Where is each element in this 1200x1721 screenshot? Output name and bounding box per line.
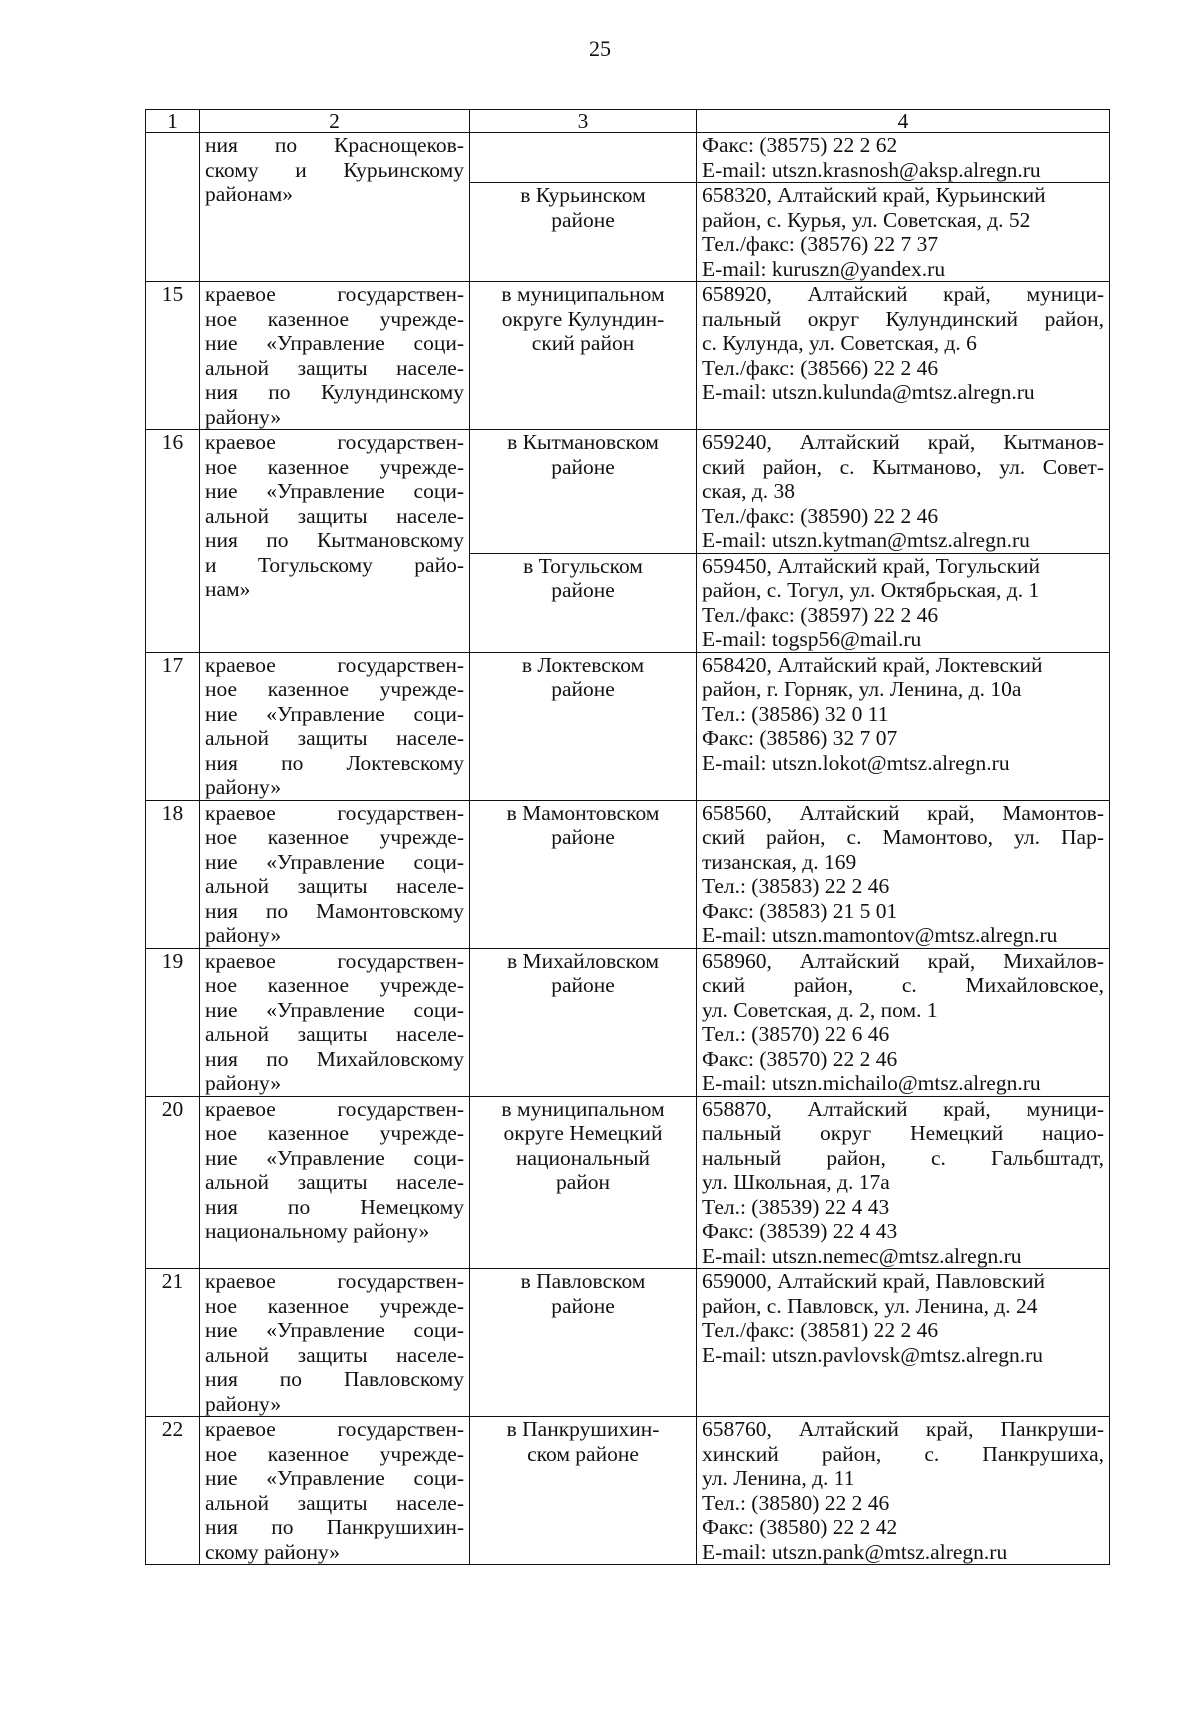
institution-name-line: ния по Павловскому	[205, 1367, 464, 1391]
institution-name-line: ния по Краснощеков-	[205, 133, 464, 157]
email-line: E-mail: utszn.kulunda@mtsz.alregn.ru	[702, 380, 1035, 404]
institution-name-line: ние «Управление соци-	[205, 997, 464, 1022]
row-number: 20	[146, 1096, 200, 1269]
district	[470, 430, 697, 554]
row-number: 16	[146, 430, 200, 653]
column-header: 2	[200, 110, 470, 133]
email-line: E-mail: utszn.mamontov@mtsz.alregn.ru	[702, 923, 1058, 947]
address-line: ский район, с. Кытманово, ул. Совет-	[702, 454, 1104, 479]
institution-name-line: ния по Кытмановскому	[205, 528, 464, 552]
address-line: район, с. Тогул, ул. Октябрьская, д. 1	[702, 578, 1040, 602]
address-line: ский район, с. Михайловское,	[702, 973, 1104, 997]
email-line: E-mail: utszn.lokot@mtsz.alregn.ru	[702, 750, 1010, 775]
institution-name	[200, 948, 470, 1096]
address-line: 658760, Алтайский край, Панкруши-	[702, 1417, 1104, 1441]
contact-address	[697, 1417, 1110, 1565]
contact-address	[697, 430, 1110, 554]
phone-line: Тел./факс: (38597) 22 2 46	[702, 602, 939, 627]
contact-address	[697, 183, 1110, 282]
institution-name-line: ное казенное учрежде-	[205, 454, 464, 479]
column-header: 3	[470, 110, 697, 133]
institution-name-line: ное казенное учрежде-	[205, 677, 464, 701]
institution-name-line: ное казенное учрежде-	[205, 825, 464, 849]
institution-name-line: ное казенное учрежде-	[205, 973, 464, 997]
address-line: тизанская, д. 169	[702, 849, 857, 874]
phone-line: Факс: (38583) 21 5 01	[702, 898, 898, 923]
contact-address	[697, 1269, 1110, 1417]
row-number: 17	[146, 652, 200, 800]
address-line: район, г. Горняк, ул. Ленина, д. 10а	[702, 677, 1022, 701]
district-line: округе Кулундин-	[501, 306, 665, 331]
institution-name-line: ние «Управление соци-	[205, 849, 464, 874]
row-number: 21	[146, 1269, 200, 1417]
table-row	[146, 133, 1110, 183]
table-row	[146, 948, 1110, 1096]
phone-line: Тел./факс: (38581) 22 2 46	[702, 1318, 939, 1342]
address-line: нальный район, с. Гальбштадт,	[702, 1145, 1104, 1170]
institution-name-line: ния по Мамонтовскому	[205, 898, 464, 923]
institution-name-line: ное казенное учрежде-	[205, 1441, 464, 1466]
institution-name-line: скому и Курьинскому	[205, 157, 464, 182]
district	[470, 800, 697, 948]
district-line: в Панкрушихин-	[506, 1417, 660, 1441]
column-header: 4	[697, 110, 1110, 133]
district-line: в Мамонтовском	[506, 800, 660, 825]
address-line: 658560, Алтайский край, Мамонтов-	[702, 800, 1104, 825]
district	[470, 133, 697, 183]
district-line: в Михайловском	[506, 948, 659, 973]
district-line: в Павловском	[520, 1269, 646, 1293]
district-line: округе Немецкий	[503, 1121, 663, 1145]
institution-name-line: альной защиты населе-	[205, 1342, 464, 1367]
contact-address	[697, 652, 1110, 800]
email-line: E-mail: utszn.krasnosh@aksp.alregn.ru	[702, 157, 1041, 182]
address-line: пальный округ Немецкий нацио-	[702, 1121, 1104, 1145]
email-line: E-mail: utszn.kytman@mtsz.alregn.ru	[702, 528, 1030, 552]
address-line: район, с. Курья, ул. Советская, д. 52	[702, 207, 1031, 232]
institution-name-line: ния по Немецкому	[205, 1194, 464, 1219]
phone-line: Тел./факс: (38590) 22 2 46	[702, 503, 939, 528]
address-line: с. Кулунда, ул. Советская, д. 6	[702, 331, 977, 355]
table-row	[146, 430, 1110, 554]
institution-name-line: районам»	[205, 182, 293, 206]
table-header-row	[146, 110, 1110, 133]
institution-name-line: краевое государствен-	[205, 430, 464, 454]
phone-line: Тел.: (38580) 22 2 46	[702, 1490, 890, 1515]
institution-name-line: краевое государствен-	[205, 800, 464, 825]
address-line: ул. Ленина, д. 11	[702, 1466, 855, 1490]
institution-name-line: ние «Управление соци-	[205, 701, 464, 726]
table-row	[146, 282, 1110, 430]
institution-name-line: ние «Управление соци-	[205, 479, 464, 503]
district-line: районе	[551, 973, 615, 997]
email-line: E-mail: kuruszn@yandex.ru	[702, 256, 946, 281]
email-line: E-mail: utszn.pavlovsk@mtsz.alregn.ru	[702, 1342, 1044, 1367]
phone-line: Факс: (38575) 22 2 62	[702, 133, 898, 157]
institution-name-line: нам»	[205, 577, 251, 601]
district-line: ском районе	[527, 1441, 639, 1466]
contact-address	[697, 1096, 1110, 1269]
institution-name-line: краевое государствен-	[205, 652, 464, 677]
address-line: ул. Советская, д. 2, пом. 1	[702, 997, 938, 1022]
address-line: 658920, Алтайский край, муници-	[702, 282, 1104, 306]
row-number: 18	[146, 800, 200, 948]
contact-address	[697, 800, 1110, 948]
institution-name-line: району»	[205, 1391, 282, 1416]
district	[470, 1096, 697, 1269]
institution-name-line: альной защиты населе-	[205, 1490, 464, 1515]
district-line: в Локтевском	[521, 652, 645, 677]
address-line: хинский район, с. Панкрушиха,	[702, 1441, 1104, 1466]
phone-line: Тел.: (38570) 22 6 46	[702, 1022, 890, 1046]
contact-address	[697, 133, 1110, 183]
institution-name-line: ние «Управление соци-	[205, 1145, 464, 1170]
institution-name	[200, 1269, 470, 1417]
table-row	[146, 1417, 1110, 1565]
phone-line: Факс: (38580) 22 2 42	[702, 1515, 898, 1539]
row-number: 22	[146, 1417, 200, 1565]
column-header: 1	[146, 110, 200, 133]
institution-name	[200, 800, 470, 948]
address-line: 659450, Алтайский край, Тогульский	[702, 553, 1041, 578]
address-line: район, с. Павловск, ул. Ленина, д. 24	[702, 1293, 1038, 1318]
institution-name	[200, 652, 470, 800]
institution-name-line: альной защиты населе-	[205, 503, 464, 528]
district-line: районе	[551, 454, 615, 479]
institution-name	[200, 1417, 470, 1565]
district-line: районе	[551, 578, 615, 602]
phone-line: Факс: (38586) 32 7 07	[702, 726, 898, 750]
district	[470, 183, 697, 282]
district-line: район	[555, 1170, 611, 1194]
table-row	[146, 1096, 1110, 1269]
institution-name-line: ное казенное учрежде-	[205, 1293, 464, 1318]
institution-name-line: ния по Кулундинскому	[205, 380, 464, 404]
institution-name-line: краевое государствен-	[205, 1269, 464, 1293]
institution-name-line: ния по Михайловскому	[205, 1046, 464, 1071]
district-line: районе	[551, 677, 615, 701]
address-line: 658870, Алтайский край, муници-	[702, 1096, 1104, 1121]
contact-address	[697, 282, 1110, 430]
contact-address	[697, 948, 1110, 1096]
institution-name-line: краевое государствен-	[205, 1096, 464, 1121]
institution-name-line: району»	[205, 1071, 282, 1095]
district	[470, 948, 697, 1096]
row-number	[146, 133, 200, 282]
district-line: в Тогульском	[523, 553, 643, 578]
district-line: в Кытмановском	[507, 430, 659, 454]
institution-name-line: альной защиты населе-	[205, 874, 464, 898]
district	[470, 282, 697, 430]
table-row	[146, 652, 1110, 800]
institution-name-line: альной защиты населе-	[205, 1170, 464, 1194]
institution-name-line: скому району»	[205, 1539, 341, 1564]
institution-name-line: ние «Управление соци-	[205, 331, 464, 355]
district-line: в муниципальном	[501, 282, 665, 306]
address-line: 658960, Алтайский край, Михайлов-	[702, 948, 1104, 973]
institution-name	[200, 1096, 470, 1269]
phone-line: Тел./факс: (38566) 22 2 46	[702, 355, 939, 380]
contact-address	[697, 553, 1110, 652]
address-line: ский район, с. Мамонтово, ул. Пар-	[702, 825, 1104, 849]
institution-name-line: району»	[205, 923, 282, 947]
email-line: E-mail: togsp56@mail.ru	[702, 627, 922, 651]
address-line: 659000, Алтайский край, Павловский	[702, 1269, 1046, 1293]
district	[470, 652, 697, 800]
institution-name-line: району»	[205, 404, 282, 429]
institution-name-line: краевое государствен-	[205, 1417, 464, 1441]
row-number: 19	[146, 948, 200, 1096]
address-line: 658420, Алтайский край, Локтевский	[702, 652, 1043, 677]
institution-name-line: альной защиты населе-	[205, 355, 464, 380]
address-line: ская, д. 38	[702, 479, 796, 503]
district	[470, 1269, 697, 1417]
district-line: районе	[551, 207, 615, 232]
phone-line: Тел./факс: (38576) 22 7 37	[702, 232, 939, 256]
institution-name-line: краевое государствен-	[205, 282, 464, 306]
phone-line: Факс: (38539) 22 4 43	[702, 1219, 898, 1243]
institution-name-line: краевое государствен-	[205, 948, 464, 973]
phone-line: Факс: (38570) 22 2 46	[702, 1046, 898, 1071]
institution-name	[200, 430, 470, 653]
district	[470, 553, 697, 652]
institution-name-line: и Тогульскому райо-	[205, 552, 464, 577]
institution-name	[200, 133, 470, 282]
institutions-table	[145, 109, 1110, 1565]
address-line: 659240, Алтайский край, Кытманов-	[702, 430, 1104, 454]
institution-name-line: району»	[205, 775, 282, 799]
phone-line: Тел.: (38586) 32 0 11	[702, 701, 889, 726]
phone-line: Тел.: (38539) 22 4 43	[702, 1194, 890, 1219]
address-line: пальный округ Кулундинский район,	[702, 306, 1104, 331]
address-line: 658320, Алтайский край, Курьинский	[702, 183, 1046, 207]
institution-name-line: ния по Локтевскому	[205, 750, 464, 775]
institution-name-line: ное казенное учрежде-	[205, 306, 464, 331]
institution-name-line: ние «Управление соци-	[205, 1318, 464, 1342]
district-line: в муниципальном	[501, 1096, 665, 1121]
institution-name-line: альной защиты населе-	[205, 1022, 464, 1046]
table-row	[146, 1269, 1110, 1417]
institution-name-line: альной защиты населе-	[205, 726, 464, 750]
address-line: ул. Школьная, д. 17а	[702, 1170, 890, 1194]
institution-name-line: ное казенное учрежде-	[205, 1121, 464, 1145]
email-line: E-mail: utszn.nemec@mtsz.alregn.ru	[702, 1243, 1022, 1268]
row-number: 15	[146, 282, 200, 430]
phone-line: Тел.: (38583) 22 2 46	[702, 874, 890, 898]
district-line: ский район	[531, 331, 635, 355]
institution-name-line: национальному району»	[205, 1219, 430, 1243]
district-line: национальный	[515, 1145, 651, 1170]
district	[470, 1417, 697, 1565]
email-line: E-mail: utszn.pank@mtsz.alregn.ru	[702, 1539, 1008, 1564]
institution-name-line: ния по Панкрушихин-	[205, 1515, 464, 1539]
district-line: в Курьинском	[520, 183, 646, 207]
table-row	[146, 800, 1110, 948]
institution-name-line: ние «Управление соци-	[205, 1466, 464, 1490]
email-line: E-mail: utszn.michailo@mtsz.alregn.ru	[702, 1071, 1041, 1095]
page-number: 25	[589, 36, 611, 61]
district-line: районе	[551, 1293, 615, 1318]
district-line: районе	[551, 825, 615, 849]
institution-name	[200, 282, 470, 430]
